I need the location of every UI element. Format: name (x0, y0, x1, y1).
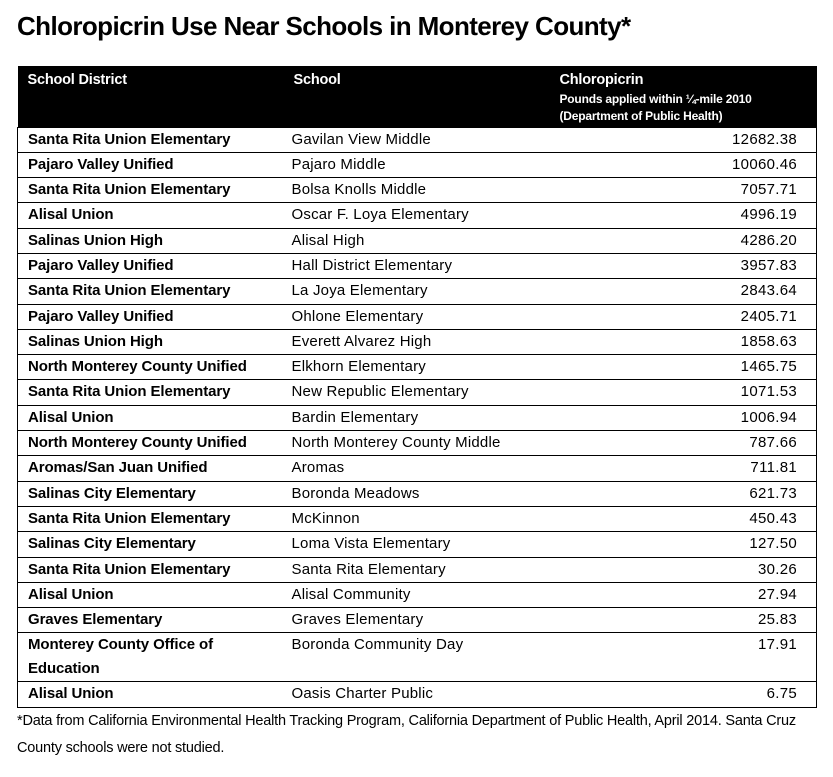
cell-pounds: 7057.71 (740, 181, 797, 199)
cell-pounds: 12682.38 (732, 130, 797, 148)
table-row (18, 304, 817, 329)
cell-pounds: 17.91 (757, 636, 797, 654)
cell-district: Santa Rita Union Elementary (28, 282, 231, 300)
cell-district: Salinas City Elementary (28, 484, 196, 502)
cell-school: Alisal Community (291, 585, 411, 603)
cell-district: Graves Elementary (28, 611, 163, 629)
table-row (18, 152, 817, 177)
table-row (18, 557, 817, 582)
cell-district: Alisal Union (28, 408, 114, 426)
table-row (18, 431, 817, 456)
table-row (18, 329, 817, 354)
header-chloropicrin-source: (Department of Public Health) (559, 109, 723, 123)
table-row (18, 608, 817, 633)
cell-school: New Republic Elementary (291, 383, 469, 401)
cell-school: Elkhorn Elementary (291, 358, 426, 376)
table-row (18, 203, 817, 228)
cell-pounds: 787.66 (749, 434, 797, 452)
cell-school: Bolsa Knolls Middle (291, 181, 427, 199)
table-row (18, 355, 817, 380)
cell-pounds: 6.75 (766, 685, 797, 703)
table-row (18, 532, 817, 557)
cell-pounds: 1465.75 (740, 358, 797, 376)
cell-pounds: 711.81 (750, 459, 797, 477)
cell-school: Hall District Elementary (291, 256, 453, 274)
chloropicrin-table (17, 66, 817, 708)
table-row (18, 127, 817, 152)
cell-district: Pajaro Valley Unified (28, 307, 174, 325)
cell-school: Boronda Meadows (291, 484, 420, 502)
cell-district: Salinas Union High (28, 332, 163, 350)
cell-school: Boronda Community Day (291, 636, 464, 654)
header-school-district: School District (27, 72, 127, 88)
cell-school: Everett Alvarez High (291, 332, 432, 350)
cell-school: Gavilan View Middle (291, 130, 431, 148)
page-title: Chloropicrin Use Near Schools in Monterey County* (17, 11, 631, 41)
cell-school: La Joya Elementary (291, 282, 428, 300)
table-row (18, 481, 817, 506)
cell-pounds: 27.94 (757, 585, 797, 603)
cell-school: Graves Elementary (291, 611, 424, 629)
cell-pounds: 450.43 (749, 509, 797, 527)
cell-district: Alisal Union (28, 585, 114, 603)
cell-district: Alisal Union (28, 206, 114, 224)
cell-school: Loma Vista Elementary (291, 535, 451, 553)
cell-school: Oscar F. Loya Elementary (291, 206, 469, 224)
table-row (18, 279, 817, 304)
cell-pounds: 4286.20 (740, 231, 797, 249)
cell-district: Santa Rita Union Elementary (28, 383, 231, 401)
cell-district: Alisal Union (28, 685, 114, 703)
cell-school: North Monterey County Middle (291, 434, 501, 452)
header-chloropicrin: Chloropicrin Pounds applied within ¼-mile 2010 (Department of Public Health) (550, 66, 817, 127)
table-row (18, 456, 817, 481)
cell-pounds: 3957.83 (740, 256, 797, 274)
cell-district: North Monterey County Unified (28, 358, 247, 376)
cell-pounds: 2405.71 (740, 307, 797, 325)
cell-school: McKinnon (291, 509, 360, 527)
cell-pounds: 1006.94 (740, 408, 797, 426)
cell-district: Santa Rita Union Elementary (28, 509, 231, 527)
table-row (18, 253, 817, 278)
header-school: School (293, 72, 341, 88)
cell-district: North Monterey County Unified (28, 434, 247, 452)
source-footnote: *Data from California Environmental Health Tracking Program, California Department of Public Health, April 2014. Santa Cruz County schools were not studied. (17, 713, 796, 756)
cell-pounds: 1071.53 (740, 383, 797, 401)
cell-pounds: 30.26 (757, 560, 797, 578)
cell-school: Aromas (291, 459, 345, 477)
cell-district: Pajaro Valley Unified (28, 256, 174, 274)
cell-school: Santa Rita Elementary (291, 560, 446, 578)
cell-school: Bardin Elementary (291, 408, 419, 426)
table-row (18, 178, 817, 203)
cell-school: Oasis Charter Public (291, 685, 434, 703)
table-row (18, 506, 817, 531)
cell-pounds: 127.50 (749, 535, 797, 553)
cell-pounds: 10060.46 (732, 155, 797, 173)
header-chloropicrin-units: Pounds applied within ¼-mile 2010 (559, 92, 752, 106)
cell-pounds: 4996.19 (740, 206, 797, 224)
table-row (18, 228, 817, 253)
cell-district: Monterey County Office of Education (28, 636, 214, 678)
cell-district: Salinas City Elementary (28, 535, 196, 553)
cell-district: Aromas/San Juan Unified (28, 459, 208, 477)
table-row (18, 633, 817, 682)
table-row (18, 405, 817, 430)
cell-school: Pajaro Middle (291, 155, 386, 173)
cell-pounds: 25.83 (757, 611, 797, 629)
cell-district: Pajaro Valley Unified (28, 155, 174, 173)
cell-school: Ohlone Elementary (291, 307, 424, 325)
table-row (18, 380, 817, 405)
cell-pounds: 621.73 (749, 484, 797, 502)
cell-district: Salinas Union High (28, 231, 163, 249)
table-row (18, 682, 817, 707)
cell-pounds: 1858.63 (740, 332, 797, 350)
cell-school: Alisal High (291, 231, 365, 249)
cell-district: Santa Rita Union Elementary (28, 130, 231, 148)
cell-pounds: 2843.64 (740, 282, 797, 300)
table-header-row (18, 66, 817, 127)
table-row (18, 582, 817, 607)
cell-district: Santa Rita Union Elementary (28, 560, 231, 578)
cell-district: Santa Rita Union Elementary (28, 181, 231, 199)
